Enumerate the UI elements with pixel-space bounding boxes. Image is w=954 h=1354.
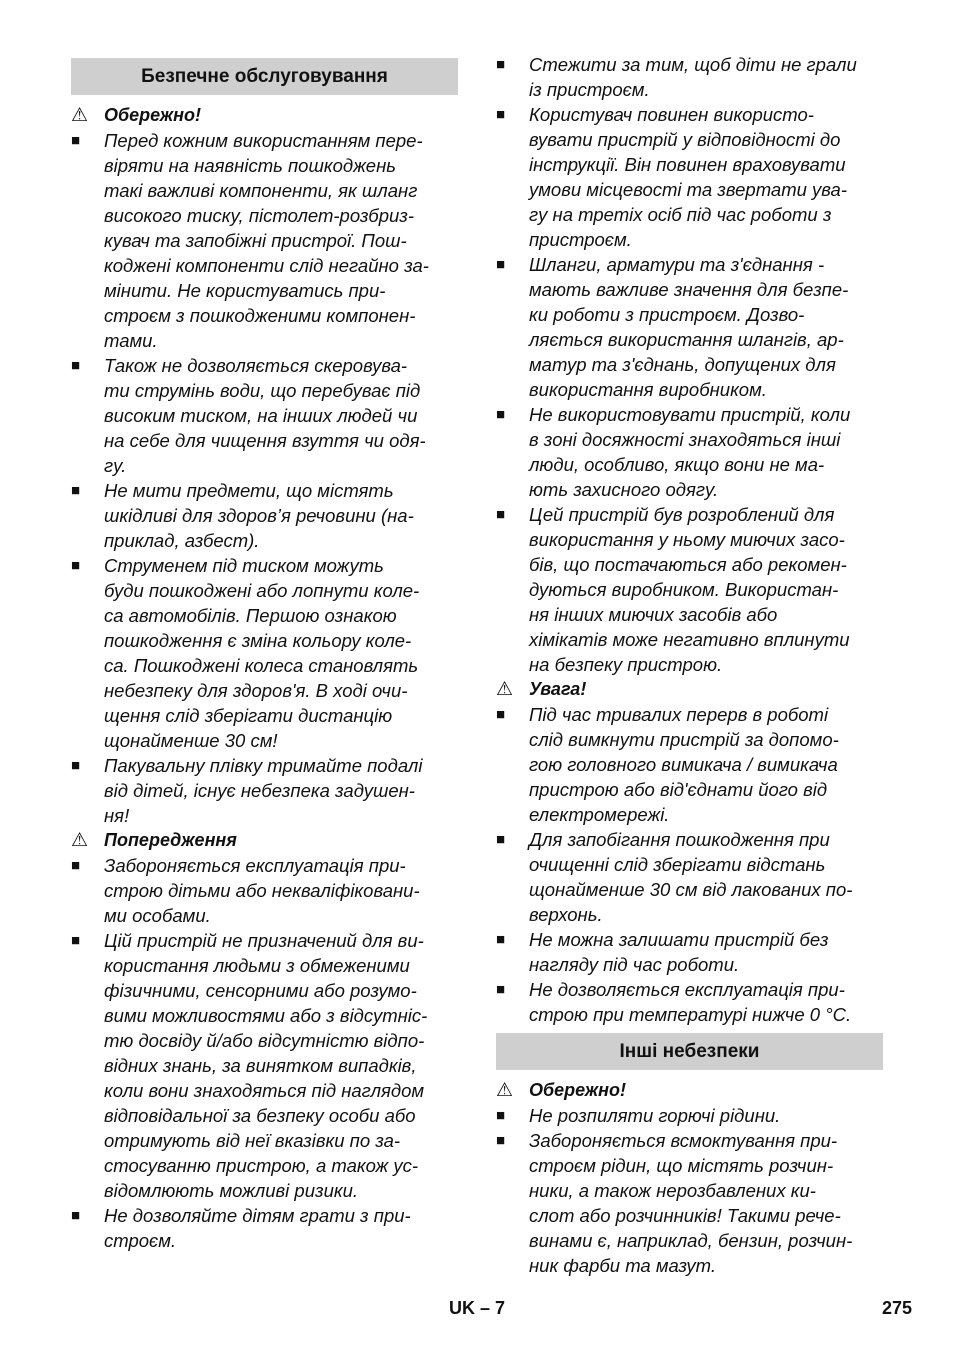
- square-bullet-icon: ■: [71, 357, 81, 374]
- list-item: ■ Не розпиляти горючі рідини.: [496, 1105, 781, 1126]
- warning-triangle-icon: ⚠: [496, 679, 514, 700]
- square-bullet-icon: ■: [496, 1107, 506, 1124]
- list-item: ■ Також не дозволяється скеровува- ти струмінь води, що перебуває під високим тиском, на інших людей чи на себе для чищення взуття чи одя- гу.: [71, 355, 426, 476]
- square-bullet-icon: ■: [71, 757, 81, 774]
- square-bullet-icon: ■: [496, 406, 506, 423]
- square-bullet-icon: ■: [496, 106, 506, 123]
- right-column: [496, 52, 883, 1278]
- list-item: ■ Перед кожним використанням пере- віряти на наявність пошкоджень такі важливі компоненти, як шланг високого тиску, пістолет-розбриз- кувач та запобіжні пристрої. Пош- коджені компоненти слід негайно за- мінити. Не користуватись при- строєм з пошкодженими компонен- тами.: [71, 130, 429, 351]
- page-number: 275: [881, 1298, 912, 1318]
- warning-label: Обережно!: [104, 105, 202, 125]
- square-bullet-icon: ■: [71, 857, 81, 874]
- warning-danger: [71, 828, 458, 853]
- warning-triangle-icon: ⚠: [496, 1080, 514, 1101]
- square-bullet-icon: ■: [71, 557, 81, 574]
- list-item: ■ Під час тривалих перерв в роботі слід вимкнути пристрій за допомо- гою головного вимикача / вимикача пристрою або від'єднати його від електромережі.: [496, 704, 839, 825]
- list-item: ■ Не можна залишати пристрій без нагляду під час роботи.: [496, 929, 829, 975]
- warning-caution: [496, 1078, 883, 1103]
- warning-label: Обережно!: [529, 1080, 627, 1100]
- section-heading-safe-maintenance: Безпечне обслуговування: [71, 58, 458, 95]
- square-bullet-icon: ■: [71, 132, 81, 149]
- square-bullet-icon: ■: [71, 482, 81, 499]
- list-item: ■ Не дозволяйте дітям грати з при- строєм.: [71, 1205, 411, 1251]
- list-item: ■ Забороняється експлуатація при- строю дітьми або некваліфіковани- ми особами.: [71, 855, 420, 926]
- warning-label: Попередження: [104, 830, 237, 850]
- warning-attention: [496, 677, 883, 702]
- list-item: ■ Забороняється всмоктування при- строєм рідин, що містять розчин- ники, а також нерозбавлених ки- слот або розчинників! Такими рече- винами є, наприклад, бензин, розчин- ник фарби та мазут.: [496, 1130, 853, 1276]
- warning-triangle-icon: ⚠: [71, 830, 89, 851]
- list-item: ■ Пакувальну плівку тримайте подалі від дітей, існує небезпека задушен- ня!: [71, 755, 423, 826]
- list-item: ■ Не мити предмети, що містять шкідливі для здоров’я речовини (на- приклад, азбест).: [71, 480, 414, 551]
- square-bullet-icon: ■: [71, 932, 81, 949]
- square-bullet-icon: ■: [496, 831, 506, 848]
- warning-caution: [71, 103, 458, 128]
- square-bullet-icon: ■: [496, 1132, 506, 1149]
- list-item: ■ Цій пристрій не призначений для ви- користання людьми з обмеженими фізичними, сенсорними або розумо- вими можливостями або з відсутніс- тю досвіду й/або відсутністю відпо- відних знань, за винятком випадків, коли вони знаходяться під наглядом відповідальної за безпеку особи або отримують від неї вказівки по за- стосуванню пристрою, а також ус- відомлюють можливі ризики.: [71, 930, 428, 1201]
- warning-triangle-icon: ⚠: [71, 105, 89, 126]
- square-bullet-icon: ■: [496, 506, 506, 523]
- list-item: ■ Струменем під тиском можуть буди пошкоджені або лопнути коле- са автомобілів. Першою ознакою пошкодження є зміна кольору коле- са. Пошкоджені колеса становлять небезпеку для здоров'я. В ході очи- щення слід зберігати дистанцію щонайменше 30 см!: [71, 555, 420, 751]
- footer-section-label: UK – 7: [448, 1298, 506, 1318]
- list-item: ■ Цей пристрій був розроблений для використання у ньому миючих засо- бів, що постачаються або рекомен- дуються виробником. Використан- ня інших миючих засобів або хімікатів може негативно вплинути на безпеку пристрою.: [496, 504, 850, 675]
- list-item: ■ Для запобігання пошкодження при очищенні слід зберігати відстань щонайменше 30 см від лакованих по- верхонь.: [496, 829, 853, 925]
- list-item: ■ Не дозволяється експлуатація при- строю при температурі нижче 0 °C.: [496, 979, 852, 1025]
- square-bullet-icon: ■: [496, 981, 506, 998]
- list-item: ■ Не використовувати пристрій, коли в зоні досяжності знаходяться інші люди, особливо, якщо вони не ма- ють захисного одягу.: [496, 404, 851, 500]
- left-column: [71, 52, 458, 1253]
- square-bullet-icon: ■: [496, 256, 506, 273]
- list-item: ■ Шланги, арматури та з'єднання - мають важливе значення для безпе- ки роботи з пристроєм. Дозво- ляється використання шлангів, ар- матур та з'єднань, допущених для використання виробником.: [496, 254, 849, 400]
- square-bullet-icon: ■: [496, 931, 506, 948]
- square-bullet-icon: ■: [496, 56, 506, 73]
- list-item: ■ Користувач повинен використо- вувати пристрій у відповідності до інструкції. Він повинен враховувати умови місцевості та звертати ува- гу на третіх осіб під час роботи з пристроєм.: [496, 104, 848, 250]
- section-heading-other-hazards: Інші небезпеки: [496, 1033, 883, 1070]
- list-item: ■ Стежити за тим, щоб діти не грали із пристроєм.: [496, 54, 857, 100]
- warning-label: Увага!: [529, 679, 587, 699]
- square-bullet-icon: ■: [71, 1207, 81, 1224]
- square-bullet-icon: ■: [496, 706, 506, 723]
